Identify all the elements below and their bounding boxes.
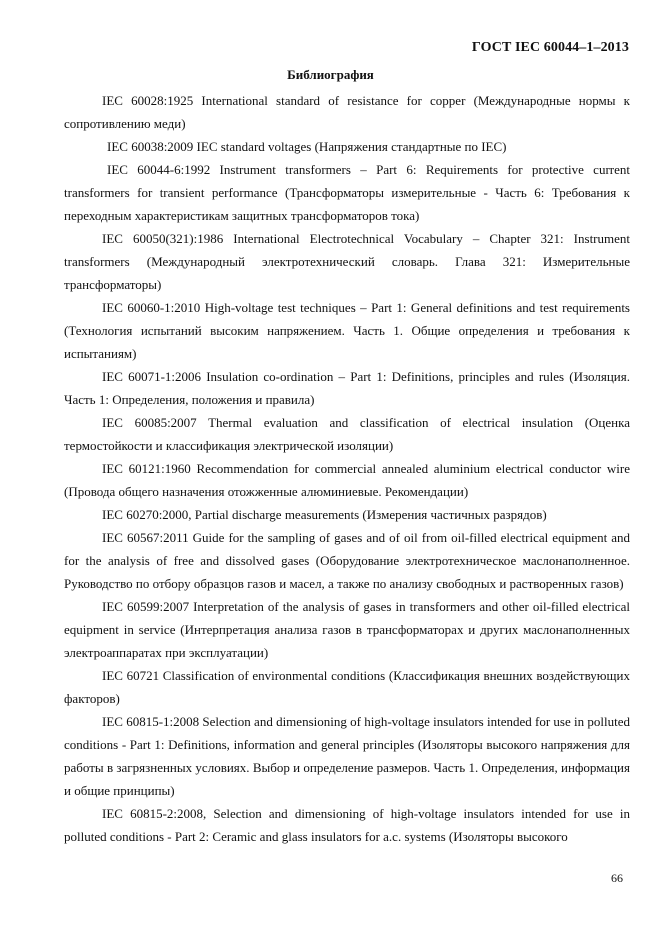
bibliography-entry: IEC 60050(321):1986 International Electrotechnical Vocabulary – Chapter 321: Instrument transformers (Международный электротехнический словарь. Глава 321: Измерительные трансформаторы) (64, 231, 630, 292)
bibliography-entry: IEC 60085:2007 Thermal evaluation and classification of electrical insulation (Оценка термостойкости и классификация электрической изоляции) (64, 415, 630, 453)
bibliography-entry: IEC 60121:1960 Recommendation for commercial annealed aluminium electrical conductor wire (Провода общего назначения отожженные алюминиевые. Рекомендации) (64, 461, 630, 499)
bibliography-entry: IEC 60721 Classification of environmental conditions (Классификация внешних воздействующих факторов) (64, 668, 630, 706)
bibliography-entry: IEC 60044-6:1992 Instrument transformers – Part 6: Requirements for protective current transformers for transient performance (Трансформаторы измерительные - Часть 6: Требования к переходным характеристикам защитных трансформаторов тока) (64, 162, 630, 223)
bibliography-entry: IEC 60038:2009 IEC standard voltages (Напряжения стандартные по IEC) (107, 139, 507, 154)
bibliography-list (64, 89, 630, 848)
bibliography-title: Библиография (287, 67, 374, 82)
bibliography-entry: IEC 60071-1:2006 Insulation co-ordination – Part 1: Definitions, principles and rules (Изоляция. Часть 1: Определения, положения и правила) (64, 369, 630, 407)
bibliography-entry: IEC 60270:2000, Partial discharge measurements (Измерения частичных разрядов) (102, 507, 547, 522)
bibliography-entry: IEC 60599:2007 Interpretation of the analysis of gases in transformers and other oil-filled electrical equipment in service (Интерпретация анализа газов в трансформаторах и других маслонаполненных электроаппаратах при эксплуатации) (64, 599, 630, 660)
bibliography-entry: IEC 60815-2:2008, Selection and dimensioning of high-voltage insulators intended for use in polluted conditions - Part 2: Ceramic and glass insulators for a.c. systems (Изоляторы высокого (64, 806, 630, 844)
bibliography-entry: IEC 60815-1:2008 Selection and dimensioning of high-voltage insulators intended for use in polluted conditions - Part 1: Definitions, information and general principles (Изоляторы высокого напряжения для работы в загрязненных условиях. Выбор и определение размеров. Часть 1. Определения, информация и общие принципы) (64, 714, 630, 798)
page-number: 66 (611, 871, 623, 885)
bibliography-entry: IEC 60060-1:2010 High-voltage test techniques – Part 1: General definitions and test requirements (Технология испытаний высоким напряжением. Часть 1. Общие определения и требования к испытаниям) (64, 300, 630, 361)
bibliography-entry: IEC 60567:2011 Guide for the sampling of gases and of oil from oil-filled electrical equipment and for the analysis of free and dissolved gases (Оборудование электротехническое маслонаполненное. Руководство по отбору образцов газов и масел, а также по анализу свободных и растворенных газов) (64, 530, 630, 591)
bibliography-entry: IEC 60028:1925 International standard of resistance for copper (Международные нормы к сопротивлению меди) (64, 93, 630, 131)
document-header-id: ГОСТ IEC 60044–1–2013 (471, 40, 629, 55)
